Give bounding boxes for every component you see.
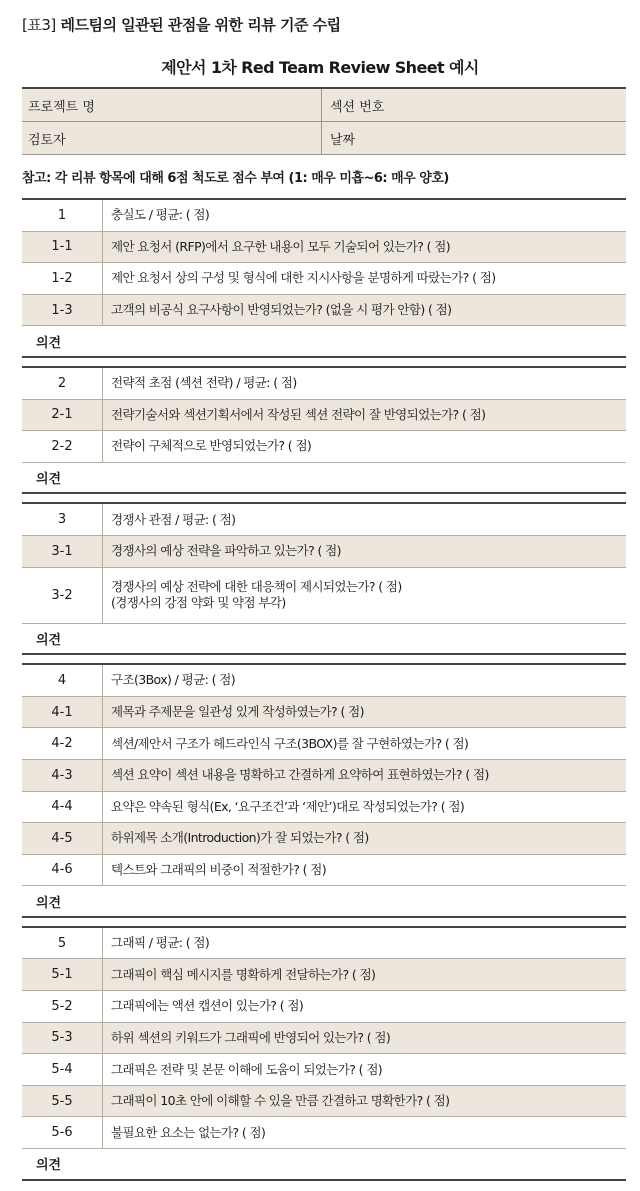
criteria-row: [22, 536, 626, 568]
criteria-row: [22, 263, 626, 295]
project-name-label: 프로젝트 명: [22, 89, 322, 121]
section-number: 3: [22, 504, 103, 535]
criteria-text-cell: [103, 295, 626, 326]
table-caption: [22, 14, 341, 35]
criteria-text: 제안 요청서 상의 구성 및 형식에 대한 지시사항을 분명하게 따랐는가? ( 점): [111, 270, 496, 286]
opinion-row: 의견: [22, 624, 626, 656]
criteria-text: 그래픽에는 액션 캡션이 있는가? ( 점): [111, 998, 304, 1014]
section-number-label: 섹션 번호: [330, 99, 385, 115]
criteria-text-cell: [103, 1023, 626, 1054]
criteria-row: [22, 1054, 626, 1086]
criteria-text: 그래픽이 핵심 메시지를 명확하게 전달하는가? ( 점): [111, 966, 376, 982]
section-title: 충실도 / 평균: ( 점): [111, 207, 210, 223]
criteria-text-cell: [103, 697, 626, 728]
criteria-row: [22, 697, 626, 729]
criteria-row: [22, 232, 626, 264]
criteria-row: [22, 823, 626, 855]
criteria-row: [22, 991, 626, 1023]
criteria-text-cell: [103, 823, 626, 854]
criteria-text-cell: [103, 855, 626, 886]
criteria-text-cell: [103, 792, 626, 823]
section-title: 구조(3Box) / 평균: ( 점): [111, 672, 235, 688]
sheet-title: 제안서 1차 Red Team Review Sheet 예시: [161, 58, 479, 77]
criteria-text-note: (경쟁사의 강점 약화 및 약점 부각): [111, 595, 286, 611]
opinion-row: 의견: [22, 463, 626, 495]
section-number: 5: [22, 928, 103, 959]
criteria-number: 4-3: [22, 760, 103, 791]
criteria-row: [22, 1023, 626, 1055]
caption-title: 레드팀의 일관된 관점을 위한 리뷰 기준 수립: [60, 16, 341, 34]
criteria-text: 요약은 약속된 형식(Ex, ‘요구조건’과 ‘제안’)대로 작성되었는가? ( 점): [111, 798, 465, 814]
section-title: 전략적 초점 (섹션 전략) / 평균: ( 점): [111, 375, 297, 391]
scoring-note: 참고: 각 리뷰 항목에 대해 6점 척도로 점수 부여 (1: 매우 미흡~6: 매우 양호): [22, 171, 449, 186]
criteria-number: 5-1: [22, 959, 103, 990]
criteria-row: [22, 1117, 626, 1149]
section-header-row: [22, 928, 626, 960]
criteria-text-cell: [103, 536, 626, 567]
criteria-row: [22, 728, 626, 760]
criteria-text-cell: [103, 1086, 626, 1117]
criteria-text: 제안 요청서 (RFP)에서 요구한 내용이 모두 기술되어 있는가? ( 점): [111, 238, 451, 254]
section-header-row: [22, 665, 626, 697]
section-header-row: [22, 368, 626, 400]
criteria-text: 그래픽이 10초 안에 이해할 수 있을 만큼 간결하고 명확한가? ( 점): [111, 1093, 450, 1109]
criteria-text: 경쟁사의 예상 전략을 파악하고 있는가? ( 점): [111, 543, 341, 559]
review-section: [22, 198, 626, 358]
criteria-text: 하위 섹션의 키워드가 그래픽에 반영되어 있는가? ( 점): [111, 1029, 391, 1045]
criteria-number: 4-4: [22, 792, 103, 823]
criteria-text-cell: [103, 1117, 626, 1148]
criteria-text-cell: [103, 991, 626, 1022]
criteria-text-cell: [103, 400, 626, 431]
review-section: [22, 663, 626, 918]
criteria-text-cell: [103, 728, 626, 759]
criteria-text-cell: [103, 959, 626, 990]
criteria-text: 텍스트와 그래픽의 비중이 적절한가? ( 점): [111, 861, 327, 877]
criteria-text: 전략이 구체적으로 반영되었는가? ( 점): [111, 438, 312, 454]
criteria-text: 하위제목 소개(Introduction)가 잘 되었는가? ( 점): [111, 830, 369, 846]
criteria-number: 5-6: [22, 1117, 103, 1148]
date-label: 날짜: [330, 132, 356, 148]
criteria-number: 1-1: [22, 232, 103, 263]
criteria-number: 3-2: [22, 568, 103, 623]
opinion-row: 의견: [22, 1149, 626, 1181]
criteria-number: 4-1: [22, 697, 103, 728]
review-section: [22, 926, 626, 1181]
criteria-number: 2-2: [22, 431, 103, 462]
review-section: [22, 502, 626, 655]
criteria-number: 5-4: [22, 1054, 103, 1085]
criteria-row: [22, 792, 626, 824]
criteria-text-cell: [103, 568, 626, 623]
criteria-number: 5-5: [22, 1086, 103, 1117]
criteria-number: 5-2: [22, 991, 103, 1022]
criteria-row: [22, 855, 626, 887]
criteria-number: 1-2: [22, 263, 103, 294]
criteria-text: 경쟁사의 예상 전략에 대한 대응책이 제시되었는가? ( 점): [111, 579, 402, 595]
criteria-text: 제목과 주제문을 일관성 있게 작성하였는가? ( 점): [111, 704, 364, 720]
opinion-row: 의견: [22, 886, 626, 918]
review-sections: [22, 198, 626, 1189]
criteria-text-cell: [103, 232, 626, 263]
criteria-number: 5-3: [22, 1023, 103, 1054]
criteria-text: 불필요한 요소는 없는가? ( 점): [111, 1124, 266, 1140]
criteria-text-cell: [103, 760, 626, 791]
info-row-project: [22, 89, 626, 122]
opinion-row: 의견: [22, 326, 626, 358]
criteria-row: [22, 431, 626, 463]
criteria-number: 2-1: [22, 400, 103, 431]
section-number: 2: [22, 368, 103, 399]
criteria-text: 전략기술서와 섹션기획서에서 작성된 섹션 전략이 잘 반영되었는가? ( 점): [111, 406, 486, 422]
section-header-row: [22, 200, 626, 232]
criteria-text: 섹션/제안서 구조가 헤드라인식 구조(3BOX)를 잘 구현하였는가? ( 점): [111, 735, 469, 751]
criteria-row: [22, 760, 626, 792]
info-table: [22, 87, 626, 155]
criteria-row: [22, 959, 626, 991]
criteria-text-cell: [103, 1054, 626, 1085]
criteria-number: 4-2: [22, 728, 103, 759]
criteria-number: 4-6: [22, 855, 103, 886]
criteria-text: 고객의 비공식 요구사항이 반영되었는가? (없을 시 평가 안함) ( 점): [111, 302, 452, 318]
criteria-text: 그래픽은 전략 및 본문 이해에 도움이 되었는가? ( 점): [111, 1061, 383, 1077]
reviewer-label: 검토자: [22, 122, 322, 154]
criteria-row: [22, 295, 626, 327]
section-title: 경쟁사 관점 / 평균: ( 점): [111, 511, 236, 527]
criteria-row: [22, 1086, 626, 1118]
caption-tag: [표3]: [22, 16, 56, 34]
criteria-number: 4-5: [22, 823, 103, 854]
section-number: 1: [22, 200, 103, 231]
criteria-row: [22, 400, 626, 432]
criteria-text-cell: [103, 263, 626, 294]
section-number: 4: [22, 665, 103, 696]
criteria-text: 섹션 요약이 섹션 내용을 명확하고 간결하게 요약하여 표현하였는가? ( 점): [111, 767, 489, 783]
criteria-number: 3-1: [22, 536, 103, 567]
criteria-text-cell: [103, 431, 626, 462]
section-header-row: [22, 504, 626, 536]
review-section: [22, 366, 626, 494]
criteria-row: [22, 568, 626, 624]
info-row-reviewer: [22, 122, 626, 155]
criteria-number: 1-3: [22, 295, 103, 326]
section-title: 그래픽 / 평균: ( 점): [111, 935, 210, 951]
